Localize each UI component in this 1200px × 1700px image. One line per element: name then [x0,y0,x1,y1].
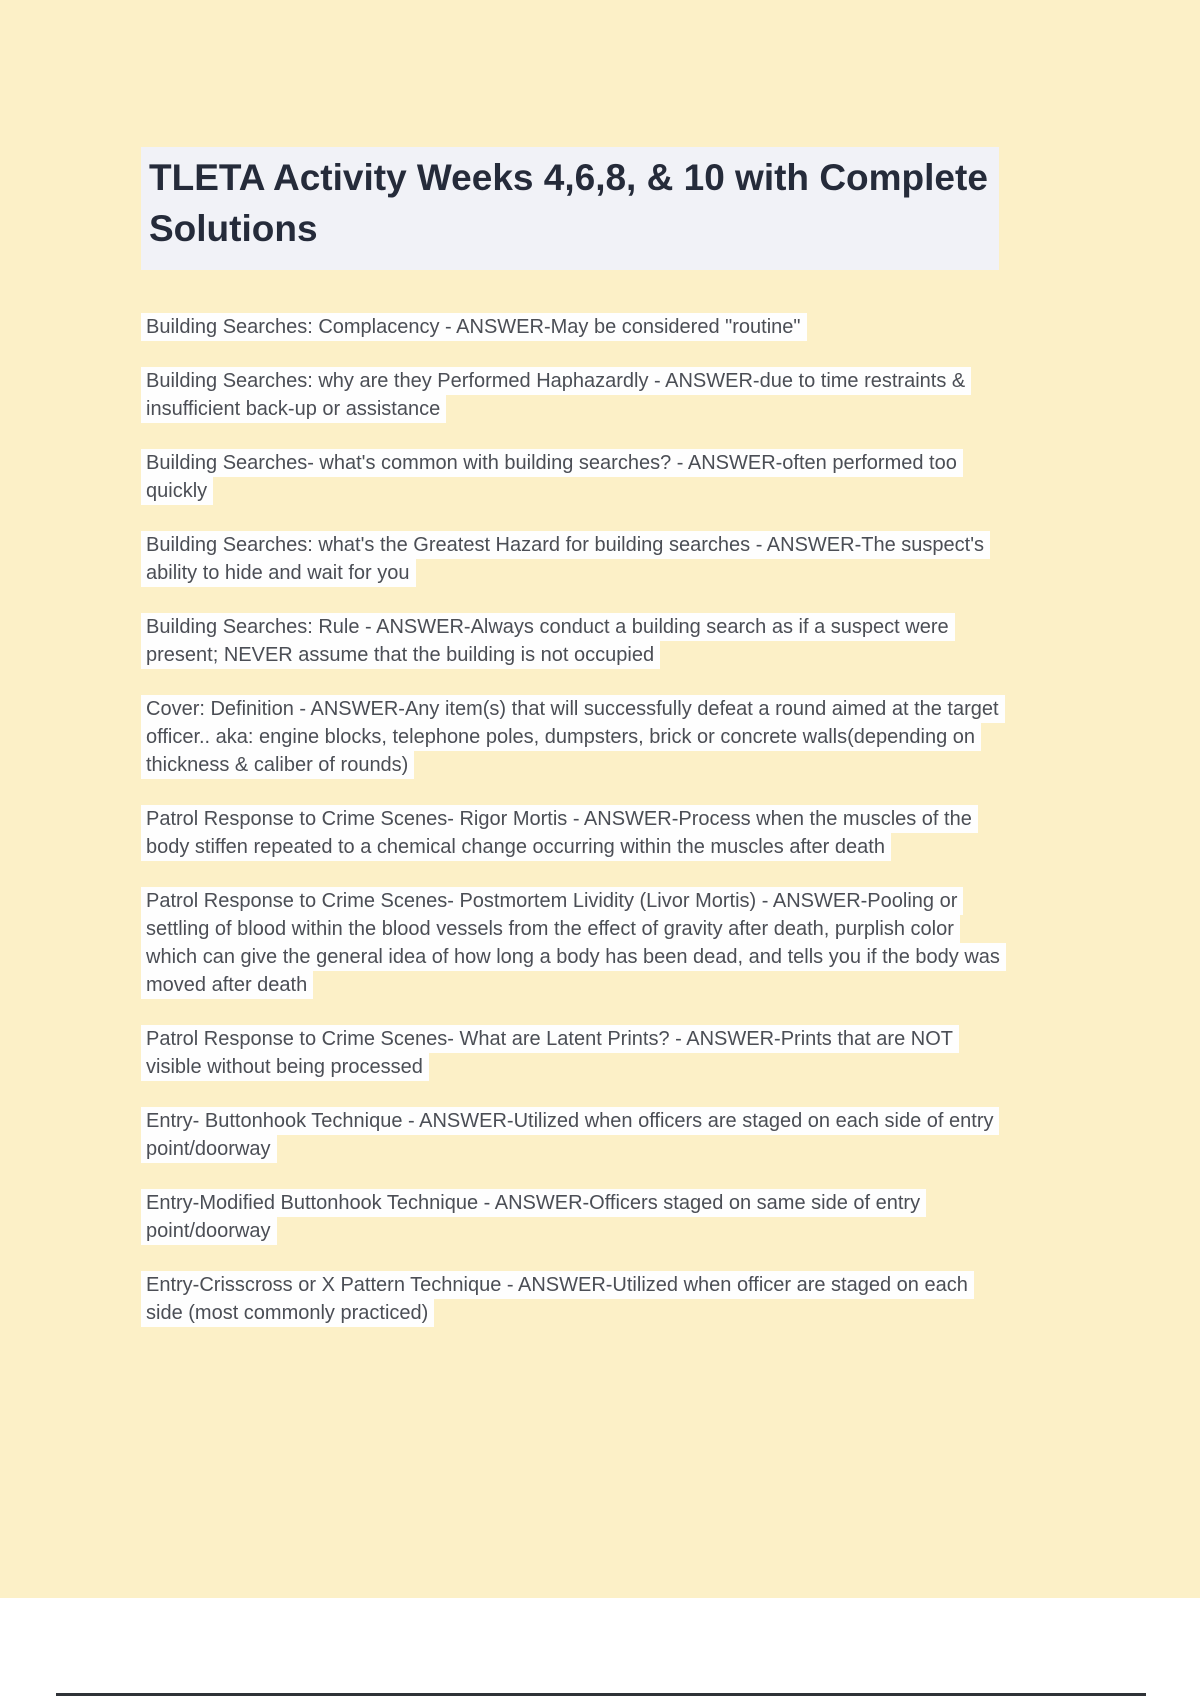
qa-item [141,313,1007,341]
qa-item [141,695,1007,779]
qa-item [141,887,1007,999]
qa-text: Patrol Response to Crime Scenes- Rigor Mortis - ANSWER-Process when the muscles of the body stiffen repeated to a chemical change occurring within the muscles after death [141,805,978,861]
qa-text: Building Searches: why are they Performed Haphazardly - ANSWER-due to time restraints & insufficient back-up or assistance [141,367,971,423]
qa-text: Building Searches: Rule - ANSWER-Always conduct a building search as if a suspect were present; NEVER assume that the building is not occupied [141,613,955,669]
qa-text: Patrol Response to Crime Scenes- What are Latent Prints? - ANSWER-Prints that are NOT visible without being processed [141,1025,959,1081]
page-title: TLETA Activity Weeks 4,6,8, & 10 with Complete Solutions [141,147,999,270]
page-footer [0,1598,1200,1700]
qa-item [141,449,1007,505]
qa-item [141,367,1007,423]
qa-item [141,805,1007,861]
page-bottom-rule [56,1693,1146,1696]
qa-text: Building Searches: Complacency - ANSWER-May be considered "routine" [141,313,807,341]
qa-item [141,1271,1007,1327]
qa-text: Building Searches: what's the Greatest Hazard for building searches - ANSWER-The suspect's ability to hide and wait for you [141,531,990,587]
qa-item [141,531,1007,587]
qa-item [141,1189,1007,1245]
qa-item [141,1107,1007,1163]
qa-text: Cover: Definition - ANSWER-Any item(s) that will successfully defeat a round aimed at the target officer.. aka: engine blocks, telephone poles, dumpsters, brick or concrete walls(depending on thickness & caliber of rounds) [141,695,1005,779]
qa-text: Entry- Buttonhook Technique - ANSWER-Utilized when officers are staged on each side of entry point/doorway [141,1107,999,1163]
qa-text: Building Searches- what's common with building searches? - ANSWER-often performed too quickly [141,449,963,505]
qa-text: Entry-Crisscross or X Pattern Technique - ANSWER-Utilized when officer are staged on each side (most commonly practiced) [141,1271,974,1327]
qa-text: Entry-Modified Buttonhook Technique - ANSWER-Officers staged on same side of entry point/doorway [141,1189,926,1245]
qa-list [141,313,1007,1353]
qa-item [141,1025,1007,1081]
qa-item [141,613,1007,669]
qa-text: Patrol Response to Crime Scenes- Postmortem Lividity (Livor Mortis) - ANSWER-Pooling or settling of blood within the blood vessels from the effect of gravity after death, purplish color which can give the general idea of how long a body has been dead, and tells you if the body was moved after death [141,887,1006,999]
